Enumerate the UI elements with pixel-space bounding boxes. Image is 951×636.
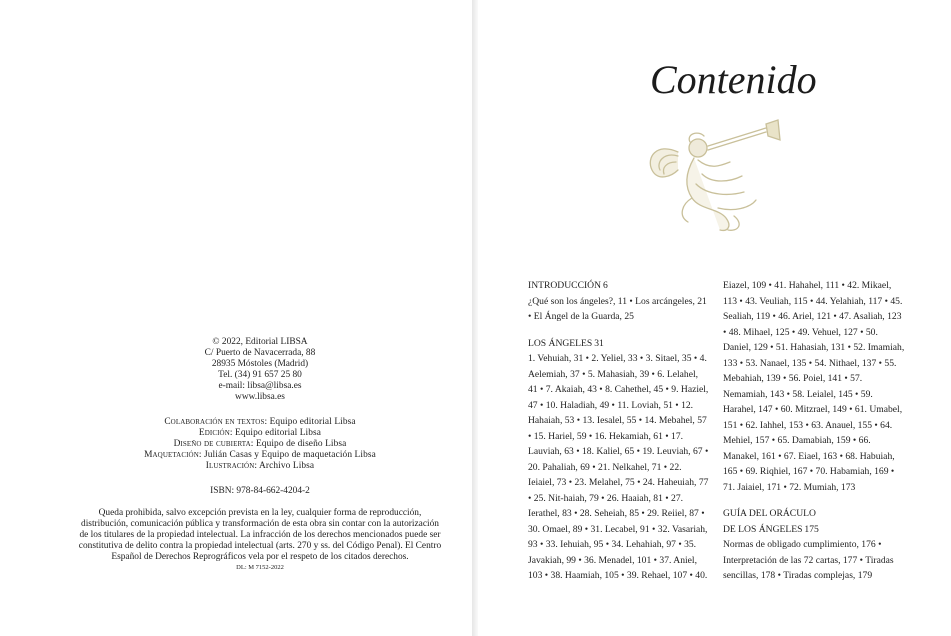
legal-deposit: DL: M 7152-2022: [236, 564, 284, 571]
toc-line: 165 • 69. Riqhiel, 167 • 70. Habamiah, 169 •: [723, 466, 895, 477]
toc-line: Sealiah, 119 • 46. Ariel, 121 • 47. Asaliah, 123: [723, 311, 902, 322]
toc-line: Daniel, 129 • 51. Hahasiah, 131 • 52. Imamiah,: [723, 342, 905, 353]
address-line: C/ Puerto de Navacerrada, 88: [204, 348, 316, 358]
city-line: 28935 Móstoles (Madrid): [211, 359, 309, 369]
toc-line: Mehiel, 157 • 65. Damabiah, 159 • 66.: [723, 435, 871, 446]
credit-line: Maquetación: Julián Casas y Equipo de maquetación Libsa: [144, 450, 376, 460]
credit-line: Edición: Equipo editorial Libsa: [198, 428, 322, 438]
legal-line: constitutiva de delito contra la propiedad intelectual (arts. 270 y ss. del Código Penal). El Centro: [78, 541, 442, 551]
legal-line: Español de Derechos Reprográficos vela por el respeto de los citados derechos.: [111, 552, 409, 562]
toc-line: Interpretación de las 72 cartas, 177 • Tiradas: [723, 554, 894, 566]
toc-line: Javakiah, 99 • 36. Menadel, 101 • 37. Aniel,: [528, 554, 697, 566]
toc-line: 103 • 38. Haamiah, 105 • 39. Rehael, 107 • 40.: [528, 570, 708, 581]
toc-line: • 15. Hariel, 59 • 16. Hekamiah, 61 • 17.: [528, 430, 684, 442]
toc-line: 41 • 7. Akaiah, 43 • 8. Cahethel, 45 • 9. Haziel,: [528, 384, 709, 395]
toc-line: • 48. Mihael, 125 • 49. Vehuel, 127 • 50.: [723, 326, 878, 338]
legal-line: Queda prohibida, salvo excepción prevista en la ley, cualquier forma de reproducción,: [98, 508, 422, 518]
toc-column-2: [723, 278, 903, 584]
toc-line: Hahaiah, 53 • 13. Iesalel, 55 • 14. Mebahel, 57: [528, 415, 707, 426]
toc-entry-de-los-angeles[interactable]: DE LOS ÁNGELES 175: [723, 523, 819, 535]
credit-line: Diseño de cubierta: Equipo de diseño Libsa: [173, 439, 347, 449]
toc-line: sencillas, 178 • Tiradas complejas, 179: [723, 570, 873, 581]
toc-line: • El Ángel de la Guarda, 25: [528, 311, 634, 322]
toc-line: Aelemiah, 37 • 5. Mahasiah, 39 • 6. Lelahel,: [528, 368, 699, 380]
angel-trumpet-icon: [638, 112, 788, 234]
credit-line: Ilustración: Archivo Libsa: [205, 461, 315, 471]
toc-line: 133 • 53. Nanael, 135 • 54. Nithael, 137 • 55.: [723, 357, 897, 369]
toc-line: 151 • 62. Iahhel, 153 • 63. Anauel, 155 • 64.: [723, 419, 893, 431]
toc-line: 93 • 33. Iehuiah, 95 • 34. Lehahiah, 97 • 35.: [528, 539, 697, 550]
toc-line: Eiazel, 109 • 41. Hahahel, 111 • 42. Mikael,: [723, 280, 892, 291]
phone-line: Tel. (34) 91 657 25 80: [218, 370, 302, 380]
email-line: e-mail: libsa@libsa.es: [218, 381, 302, 391]
toc-line: Mebahiah, 139 • 56. Poiel, 141 • 57.: [723, 373, 863, 384]
toc-line: 47 • 10. Haladiah, 49 • 11. Loviah, 51 • 12.: [528, 399, 694, 411]
toc-line: Ieiaiel, 73 • 23. Melahel, 75 • 24. Haheuiah, 77: [528, 477, 709, 488]
credits-block: [60, 417, 460, 472]
publisher-contact: [60, 337, 460, 403]
toc-column-1: [528, 278, 709, 584]
copyright-line: © 2022, Editorial LIBSA: [212, 337, 308, 347]
toc-entry-introduccion[interactable]: INTRODUCCIÓN 6: [528, 280, 608, 291]
page-title: Contenido: [650, 57, 817, 102]
legal-line: de los titulares de la propiedad intelectual. La infracción de los derechos mencionados puede ser: [79, 530, 441, 540]
toc-line: Harahel, 147 • 60. Mitzrael, 149 • 61. Umabel,: [723, 404, 903, 415]
toc-line: Lauviah, 63 • 18. Kaliel, 65 • 19. Leuviah, 67 •: [528, 446, 709, 457]
toc-line: Ierathel, 83 • 28. Seheiah, 85 • 29. Reiiel, 87 •: [528, 508, 705, 519]
toc-line: 1. Vehuiah, 31 • 2. Yeliel, 33 • 3. Sitael, 35 • 4.: [528, 353, 707, 364]
website-line: www.libsa.es: [235, 392, 285, 402]
toc-entry-guia-oraculo[interactable]: GUÍA DEL ORÁCULO: [723, 508, 816, 519]
toc-line: Manakel, 161 • 67. Eiael, 163 • 68. Habuiah,: [723, 450, 895, 462]
credit-line: Colaboración en textos: Equipo editorial Libsa: [164, 417, 356, 427]
legal-line: distribución, comunicación pública y transformación de esta obra sin contar con la autorización: [81, 519, 439, 529]
toc-line: 20. Pahaliah, 69 • 21. Nelkahel, 71 • 22.: [528, 461, 682, 473]
isbn: ISBN: 978-84-662-4204-2: [210, 486, 310, 496]
toc-line: • 25. Nit-haiah, 79 • 26. Haaiah, 81 • 27.: [528, 492, 684, 504]
toc-line: Normas de obligado cumplimiento, 176 •: [723, 539, 882, 550]
toc-line: ¿Qué son los ángeles?, 11 • Los arcángeles, 21: [528, 295, 707, 307]
toc-line: 30. Omael, 89 • 31. Lecabel, 91 • 32. Vasariah,: [528, 523, 708, 535]
toc-line: Nemamiah, 143 • 58. Leialel, 145 • 59.: [723, 388, 873, 400]
toc-line: 71. Jaiaiel, 171 • 72. Mumiah, 173: [723, 481, 856, 493]
legal-notice: [60, 508, 460, 572]
toc-entry-los-angeles[interactable]: LOS ÁNGELES 31: [528, 337, 604, 349]
toc-line: 113 • 43. Veuliah, 115 • 44. Yelahiah, 117 • 45.: [723, 295, 903, 307]
